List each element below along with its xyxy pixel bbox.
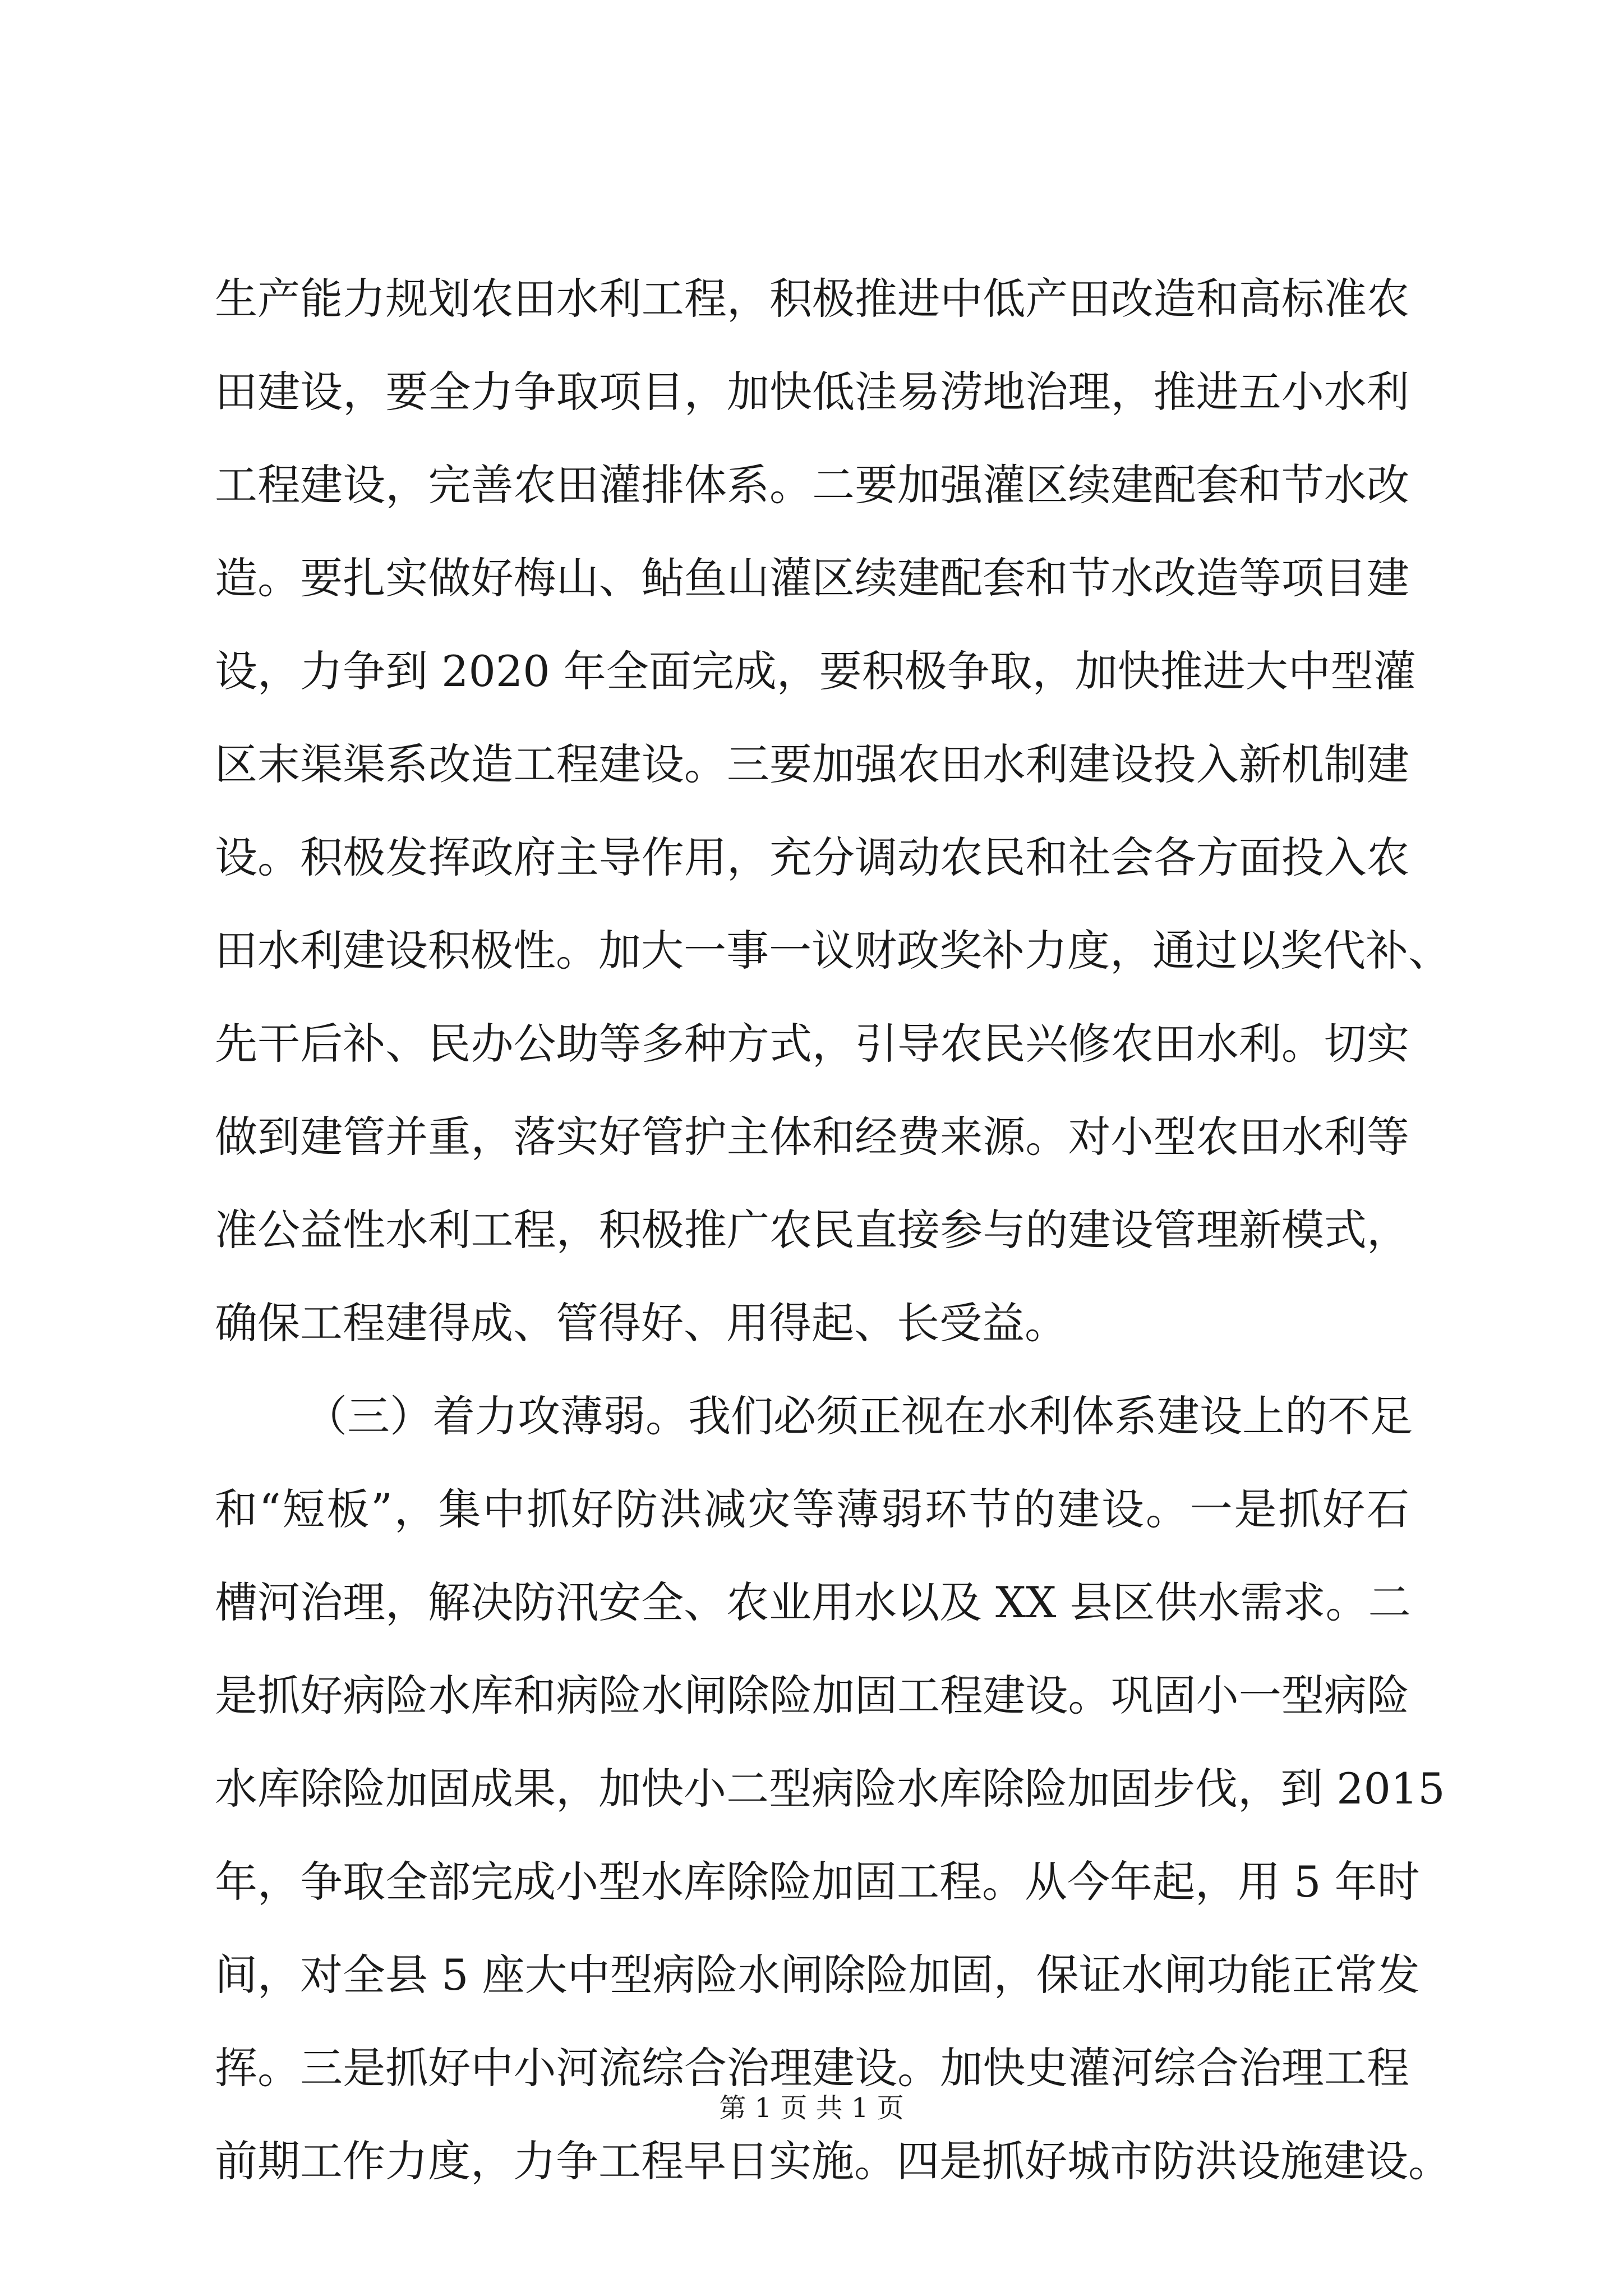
body-line: 准公益性水利工程，积极推广农民直接参与的建设管理新模式，	[215, 1205, 1409, 1255]
body-line: 先干后补、民办公助等多种方式，引导农民兴修农田水利。切实	[215, 1019, 1409, 1069]
body-line: 和“短板”，集中抓好防洪减灾等薄弱环节的建设。一是抓好石	[215, 1484, 1409, 1534]
body-line: 生产能力规划农田水利工程，积极推进中低产田改造和高标准农	[215, 274, 1409, 324]
page-number-label: 第 1 页 共 1 页	[719, 2092, 904, 2124]
page-footer	[0, 2091, 1623, 2125]
body-line: 设，力争到 2020 年全面完成，要积极争取，加快推进大中型灌	[215, 646, 1416, 696]
body-line: 田水利建设积极性。加大一事一议财政奖补力度，通过以奖代补、	[215, 926, 1451, 976]
section-heading-line: （三）着力攻薄弱。我们必须正视在水利体系建设上的不足	[305, 1391, 1413, 1441]
body-line: 年，争取全部完成小型水库除险加固工程。从今年起，用 5 年时	[215, 1857, 1420, 1907]
body-line: 是抓好病险水库和病险水闸除险加固工程建设。巩固小一型病险	[215, 1671, 1409, 1720]
body-line: 区末渠渠系改造工程建设。三要加强农田水利建设投入新机制建	[215, 739, 1409, 789]
body-line: 做到建管并重，落实好管护主体和经费来源。对小型农田水利等	[215, 1112, 1409, 1162]
body-line: 造。要扎实做好梅山、鲇鱼山灌区续建配套和节水改造等项目建	[215, 553, 1409, 603]
body-line: 槽河治理，解决防汛安全、农业用水以及 XX 县区供水需求。二	[215, 1577, 1411, 1627]
body-line: 田建设，要全力争取项目，加快低洼易涝地治理，推进五小水利	[215, 367, 1409, 417]
body-line: 水库除险加固成果，加快小二型病险水库除险加固步伐，到 2015	[215, 1764, 1445, 1814]
paragraph-end-line: 确保工程建得成、管得好、用得起、长受益。	[215, 1298, 1067, 1348]
document-body	[215, 252, 1451, 2208]
body-line: 间，对全县 5 座大中型病险水闸除险加固，保证水闸功能正常发	[215, 1950, 1420, 2000]
body-line: 挥。三是抓好中小河流综合治理建设。加快史灌河综合治理工程	[215, 2043, 1409, 2093]
body-line: 前期工作力度，力争工程早日实施。四是抓好城市防洪设施建设。	[215, 2136, 1451, 2186]
body-line: 设。积极发挥政府主导作用，充分调动农民和社会各方面投入农	[215, 832, 1409, 882]
body-line: 工程建设，完善农田灌排体系。二要加强灌区续建配套和节水改	[215, 460, 1409, 510]
